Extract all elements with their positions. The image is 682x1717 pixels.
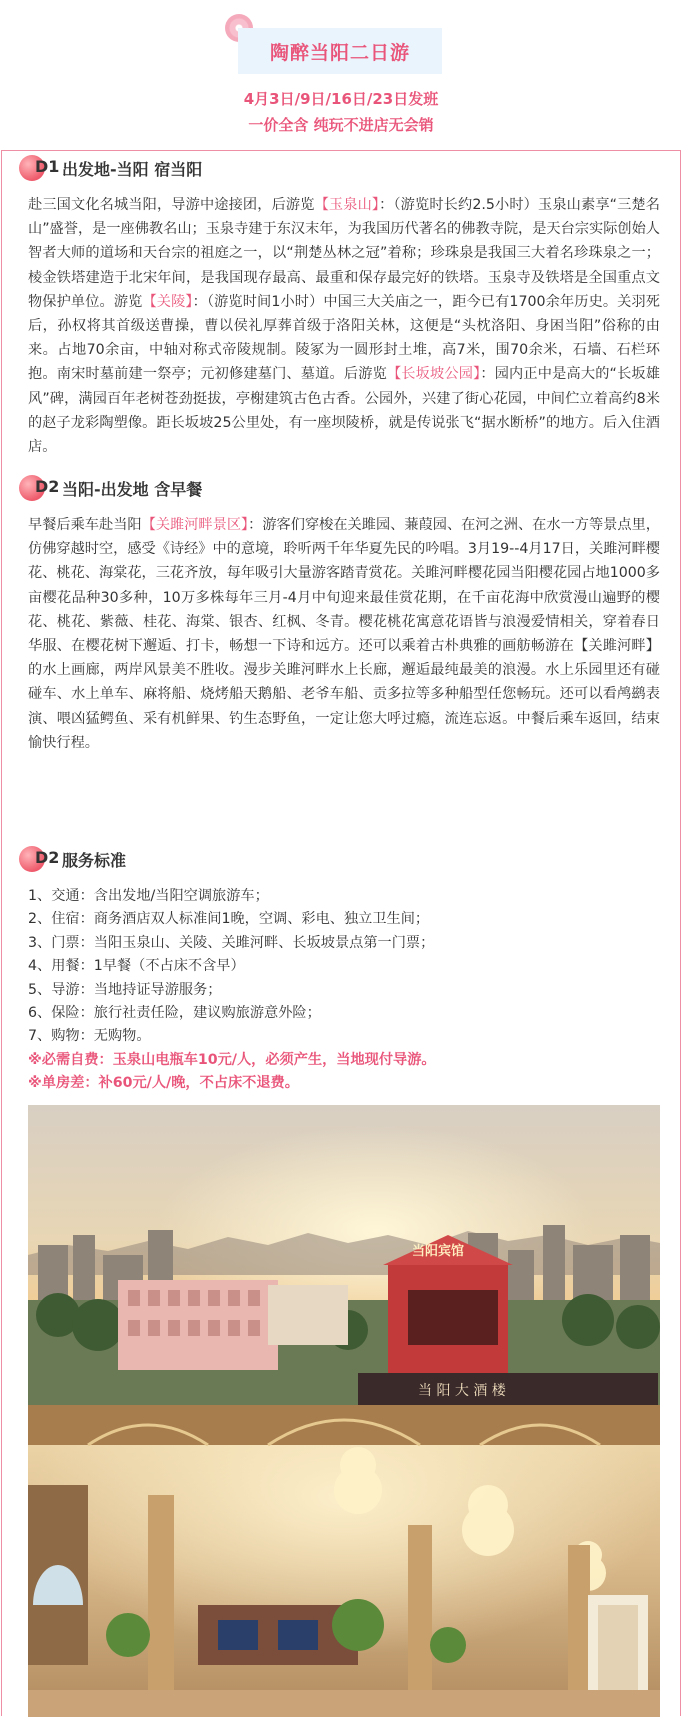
page-title: 陶醉当阳二日游 bbox=[269, 41, 410, 64]
single-room-note: ※单房差：补60元/人/晚，不占床不退费。 bbox=[28, 1075, 299, 1092]
spot-guanju: 【关雎河畔景区】 bbox=[141, 517, 249, 533]
tour-slogan: 一价全含 纯玩不进店无会销 bbox=[248, 116, 434, 134]
list-item: 3、门票：当阳玉泉山、关陵、关雎河畔、长坂坡景点第一门票； bbox=[28, 934, 435, 951]
day1-title: 出发地-当阳 宿当阳 bbox=[62, 160, 203, 179]
day2-number: D2 bbox=[35, 477, 60, 496]
service-heading bbox=[19, 845, 127, 873]
hotel-sign-text: 当阳宾馆 bbox=[412, 1244, 465, 1259]
hotel-exterior-photo bbox=[28, 1105, 660, 1405]
list-item: 7、购物：无购物。 bbox=[28, 1028, 151, 1045]
hotel-lobby-photo bbox=[28, 1405, 660, 1717]
page-header bbox=[0, 0, 682, 150]
day2-description: 早餐后乘车赴当阳【关雎河畔景区】：游客们穿梭在关雎园、蒹葭园、在河之洲、在水一方等景点里，仿佛穿越时空，感受《诗经》中的意境，聆听两千年华夏先民的吟唱。3月19--4月17日，关雎河畔樱花、桃花、海棠花，三花齐放，每年吸引大量游客踏青赏花。关雎河畔樱花园当阳樱花园占地1000多亩樱花品种30多种，10万多株每年三月-4月中旬迎来最佳赏花期，在千亩花海中欣赏漫山遍野的樱花、桃花、紫薇、桂花、海棠、银杏、红枫、冬青。樱花桃花寓意花语皆与浪漫爱情相关，穿着春日华服、在樱花树下邂逅、打卡，畅想一下诗和远方。还可以乘着古朴典雅的画舫畅游在【关雎河畔】的水上画廊，两岸风景美不胜收。漫步关雎河畔水上长廊，邂逅最纯最美的浪漫。水上乐园里还有碰碰车、水上单车、麻将船、烧烤船天鹅船、老爷车船、贡多拉等多种船型任您畅玩。还可以看鸬鹚表演、喂凶猛鳄鱼、采有机鲜果、钓生态野鱼，一定让您大呼过瘾，流连忘返。中餐后乘车返回，结束愉快行程。 bbox=[28, 517, 660, 751]
spot-yuquanshan: 【玉泉山】 bbox=[314, 197, 380, 213]
spot-changbanpo: 【长坂坡公园】 bbox=[386, 366, 481, 383]
service-title: 服务标准 bbox=[62, 851, 127, 870]
list-item: 2、住宿：商务酒店双人标准间1晚，空调、彩电、独立卫生间； bbox=[28, 911, 430, 928]
lobby-image bbox=[28, 1405, 660, 1717]
list-item: 5、导游：当地持证导游服务； bbox=[28, 981, 222, 998]
title-banner bbox=[238, 28, 442, 74]
hotel-banner-text: 当 阳 大 酒 楼 bbox=[418, 1383, 506, 1399]
list-item: 4、用餐：1早餐（不占床不含早） bbox=[28, 958, 245, 975]
day1-description: 赴三国文化名城当阳，导游中途接团，后游览【玉泉山】：（游览时长约2.5小时）玉泉山素享“三楚名山”盛誉，是一座佛教名山；玉泉寺建于东汉末年，为我国历代著名的佛教寺院，是天台宗实际创始人智者大师的道场和天台宗的祖庭之一，以“荆楚丛林之冠”着称；珍珠泉是我国三大着名珍珠泉之一；棱金铁塔建造于北宋年间，是我国现存最高、最重和保存最完好的铁塔。玉泉寺及铁塔是全国重点文物保护单位。游览【关陵】：（游览时间1小时）中国三大关庙之一，距今已有1700余年历史。关羽死后，孙权将其首级送曹操，曹以侯礼厚葬首级于洛阳关林，这便是“头枕洛阳、身困当阳”俗称的由来。占地70余亩，中轴对称式帝陵规制。陵冢为一圆形封土堆，高7米，围70余米，石墙、石栏环抱。南宋时墓前建一祭亭；元初修建墓门、墓道。后游览【长坂坡公园】：园内正中是高大的“长坂雄风”碑，满园百年老树苍劲挺拔，亭榭建筑古色古香。公园外，兴建了街心花园，中间伫立着高约8米的赵子龙彩陶塑像。距长坂坡25公里处，有一座坝陵桥，就是传说张飞“据水断桥”的地方。后入住酒店。 bbox=[28, 197, 660, 456]
service-list bbox=[28, 885, 660, 1096]
day2-heading bbox=[19, 474, 203, 502]
day1-number: D1 bbox=[35, 157, 60, 176]
day2-title: 当阳-出发地 含早餐 bbox=[62, 480, 203, 499]
spot-guanling: 【关陵】 bbox=[142, 293, 193, 310]
extra-fee-note: ※必需自费：玉泉山电瓶车10元/人，必须产生，当地现付导游。 bbox=[28, 1051, 436, 1068]
day1-heading bbox=[19, 154, 203, 182]
list-item: 6、保险：旅行社责任险，建议购旅游意外险； bbox=[28, 1005, 321, 1022]
list-item: 1、交通：含出发地/当阳空调旅游车； bbox=[28, 888, 269, 904]
city-skyline-image bbox=[28, 1105, 660, 1405]
service-number: D2 bbox=[35, 848, 60, 867]
departure-dates: 4月3日/9日/16日/23日发班 bbox=[243, 90, 439, 108]
